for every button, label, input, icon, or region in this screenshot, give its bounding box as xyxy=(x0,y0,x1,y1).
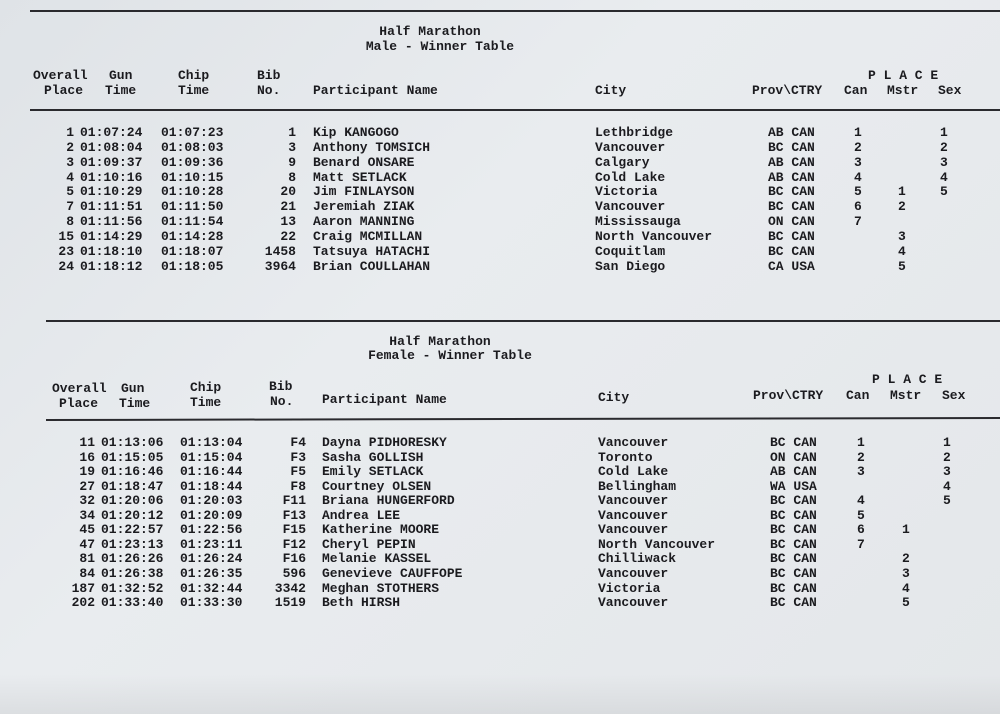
sex-place-cell: 1 xyxy=(940,125,948,140)
prov-country-cell: AB CAN xyxy=(770,464,817,480)
overall-place-cell: 84 xyxy=(79,565,95,581)
sex-place-cell: 3 xyxy=(943,464,951,480)
participant-name-cell: Briana HUNGERFORD xyxy=(322,493,455,509)
overall-place-cell: 32 xyxy=(79,493,95,509)
female-header-city: City xyxy=(598,390,630,405)
prov-country-cell: BC CAN xyxy=(770,580,817,596)
table-row xyxy=(0,229,1000,244)
table-row xyxy=(0,522,1000,537)
prov-country-cell: WA USA xyxy=(770,478,817,494)
bib-number-cell: F4 xyxy=(290,435,306,450)
table-row xyxy=(0,479,1000,494)
participant-name-cell: Matt SETLACK xyxy=(313,169,407,185)
gun-time-cell: 01:10:29 xyxy=(80,184,143,200)
sex-place-cell: 2 xyxy=(943,449,951,465)
participant-name-cell: Genevieve CAUFFOPE xyxy=(322,565,463,581)
male-header-place: Place xyxy=(44,83,84,98)
prov-country-cell: BC CAN xyxy=(770,522,817,538)
bib-number-cell: 1519 xyxy=(274,595,306,611)
masters-place-cell: 4 xyxy=(902,580,910,596)
city-cell: Victoria xyxy=(595,184,658,200)
prov-country-cell: AB CAN xyxy=(768,154,815,170)
table-row xyxy=(0,155,1000,170)
male-header-bib1: Bib xyxy=(257,68,281,83)
female-header-gun1: Gun xyxy=(121,381,145,396)
female-header-mstr: Mstr xyxy=(890,388,922,403)
male-header-sex: Sex xyxy=(938,83,962,98)
participant-name-cell: Tatsuya HATACHI xyxy=(313,243,431,259)
table-row xyxy=(0,125,1000,140)
overall-place-cell: 24 xyxy=(58,258,74,274)
can-place-cell: 3 xyxy=(854,154,862,170)
gun-time-cell: 01:23:13 xyxy=(101,536,164,552)
overall-place-cell: 47 xyxy=(79,536,95,552)
chip-time-cell: 01:07:23 xyxy=(161,125,224,140)
overall-place-cell: 81 xyxy=(79,551,95,567)
sex-place-cell: 5 xyxy=(940,184,948,200)
city-cell: Vancouver xyxy=(598,522,669,538)
paper-shadow xyxy=(0,674,1000,714)
bib-number-cell: F12 xyxy=(282,536,306,552)
overall-place-cell: 11 xyxy=(79,435,95,450)
gun-time-cell: 01:08:04 xyxy=(80,139,143,155)
female-subtitle: Female - Winner Table xyxy=(368,348,532,363)
female-header-gun2: Time xyxy=(119,396,151,411)
overall-place-cell: 4 xyxy=(66,169,74,185)
male-header-place-group: P L A C E xyxy=(868,68,939,83)
section-rule xyxy=(46,320,1000,322)
male-header-overall: Overall xyxy=(33,68,88,83)
can-place-cell: 1 xyxy=(854,125,862,140)
prov-country-cell: AB CAN xyxy=(768,125,815,140)
male-header-chip2: Time xyxy=(178,83,210,98)
city-cell: Vancouver xyxy=(598,493,669,509)
table-row xyxy=(0,214,1000,229)
chip-time-cell: 01:18:07 xyxy=(161,243,224,259)
male-header-rule xyxy=(30,109,1000,111)
city-cell: San Diego xyxy=(595,258,666,274)
overall-place-cell: 5 xyxy=(66,184,74,200)
table-row xyxy=(0,244,1000,259)
female-title: Half Marathon xyxy=(389,334,491,349)
gun-time-cell: 01:20:06 xyxy=(101,493,164,509)
participant-name-cell: Andrea LEE xyxy=(322,507,401,523)
overall-place-cell: 7 xyxy=(66,199,74,215)
chip-time-cell: 01:26:24 xyxy=(180,551,243,567)
masters-place-cell: 1 xyxy=(902,522,910,538)
can-place-cell: 3 xyxy=(857,464,865,480)
overall-place-cell: 187 xyxy=(71,580,95,596)
bib-number-cell: 3 xyxy=(288,139,296,155)
can-place-cell: 6 xyxy=(857,522,865,538)
gun-time-cell: 01:11:51 xyxy=(80,199,143,215)
sex-place-cell: 5 xyxy=(943,493,951,509)
masters-place-cell: 4 xyxy=(898,243,906,259)
masters-place-cell: 1 xyxy=(898,184,906,200)
table-row xyxy=(0,259,1000,274)
chip-time-cell: 01:11:54 xyxy=(161,214,224,230)
chip-time-cell: 01:22:56 xyxy=(180,522,243,538)
top-rule xyxy=(30,10,1000,12)
city-cell: North Vancouver xyxy=(595,228,713,244)
female-header-place-group: P L A C E xyxy=(872,372,943,387)
masters-place-cell: 3 xyxy=(902,565,910,581)
table-row xyxy=(0,581,1000,596)
chip-time-cell: 01:18:44 xyxy=(180,478,243,494)
prov-country-cell: BC CAN xyxy=(768,184,815,200)
gun-time-cell: 01:16:46 xyxy=(101,464,164,480)
gun-time-cell: 01:13:06 xyxy=(101,435,164,450)
gun-time-cell: 01:18:47 xyxy=(101,478,164,494)
male-header-city: City xyxy=(595,83,627,98)
bib-number-cell: 22 xyxy=(280,228,296,244)
gun-time-cell: 01:11:56 xyxy=(80,214,143,230)
overall-place-cell: 2 xyxy=(66,139,74,155)
can-place-cell: 4 xyxy=(854,169,862,185)
chip-time-cell: 01:20:03 xyxy=(180,493,243,509)
sex-place-cell: 2 xyxy=(940,139,948,155)
masters-place-cell: 2 xyxy=(898,199,906,215)
gun-time-cell: 01:26:26 xyxy=(101,551,164,567)
participant-name-cell: Meghan STOTHERS xyxy=(322,580,440,596)
gun-time-cell: 01:07:24 xyxy=(80,125,143,140)
prov-country-cell: BC CAN xyxy=(768,228,815,244)
chip-time-cell: 01:14:28 xyxy=(161,228,224,244)
city-cell: Mississauga xyxy=(595,214,681,230)
participant-name-cell: Anthony TOMSICH xyxy=(313,139,431,155)
overall-place-cell: 34 xyxy=(79,507,95,523)
sex-place-cell: 3 xyxy=(940,154,948,170)
overall-place-cell: 8 xyxy=(66,214,74,230)
overall-place-cell: 45 xyxy=(79,522,95,538)
overall-place-cell: 15 xyxy=(58,228,74,244)
city-cell: Cold Lake xyxy=(595,169,666,185)
participant-name-cell: Melanie KASSEL xyxy=(322,551,432,567)
overall-place-cell: 3 xyxy=(66,154,74,170)
female-header-bib1: Bib xyxy=(269,379,293,394)
male-header-prov: Prov\CTRY xyxy=(752,83,823,98)
gun-time-cell: 01:09:37 xyxy=(80,154,143,170)
bib-number-cell: F11 xyxy=(282,493,306,509)
prov-country-cell: BC CAN xyxy=(770,565,817,581)
can-place-cell: 5 xyxy=(857,507,865,523)
participant-name-cell: Aaron MANNING xyxy=(313,214,415,230)
table-row xyxy=(0,566,1000,581)
prov-country-cell: BC CAN xyxy=(770,493,817,509)
overall-place-cell: 16 xyxy=(79,449,95,465)
bib-number-cell: 20 xyxy=(280,184,296,200)
table-row xyxy=(0,184,1000,199)
chip-time-cell: 01:11:50 xyxy=(161,199,224,215)
table-row xyxy=(0,199,1000,214)
male-header-name: Participant Name xyxy=(313,83,438,98)
participant-name-cell: Kip KANGOGO xyxy=(313,125,399,140)
participant-name-cell: Craig MCMILLAN xyxy=(313,228,423,244)
gun-time-cell: 01:18:10 xyxy=(80,243,143,259)
prov-country-cell: AB CAN xyxy=(768,169,815,185)
city-cell: Vancouver xyxy=(595,199,666,215)
bib-number-cell: 1458 xyxy=(264,243,296,259)
female-header-place: Place xyxy=(59,396,99,411)
participant-name-cell: Brian COULLAHAN xyxy=(313,258,431,274)
city-cell: Vancouver xyxy=(598,595,669,611)
bib-number-cell: 3342 xyxy=(274,580,306,596)
sex-place-cell: 4 xyxy=(943,478,951,494)
overall-place-cell: 27 xyxy=(79,478,95,494)
female-header-sex: Sex xyxy=(942,388,966,403)
city-cell: Lethbridge xyxy=(595,125,674,140)
city-cell: Toronto xyxy=(598,449,653,465)
bib-number-cell: F8 xyxy=(290,478,306,494)
table-row xyxy=(0,508,1000,523)
bib-number-cell: 9 xyxy=(288,154,296,170)
prov-country-cell: BC CAN xyxy=(770,507,817,523)
bib-number-cell: F15 xyxy=(282,522,306,538)
can-place-cell: 7 xyxy=(857,536,865,552)
table-row xyxy=(0,493,1000,508)
female-header-chip2: Time xyxy=(190,395,222,410)
gun-time-cell: 01:26:38 xyxy=(101,565,164,581)
table-row xyxy=(0,435,1000,450)
participant-name-cell: Katherine MOORE xyxy=(322,522,440,538)
bib-number-cell: 21 xyxy=(280,199,296,215)
chip-time-cell: 01:09:36 xyxy=(161,154,224,170)
city-cell: North Vancouver xyxy=(598,536,716,552)
female-header-prov: Prov\CTRY xyxy=(753,388,824,403)
chip-time-cell: 01:16:44 xyxy=(180,464,243,480)
bib-number-cell: 596 xyxy=(282,565,306,581)
prov-country-cell: CA USA xyxy=(768,258,815,274)
prov-country-cell: BC CAN xyxy=(770,536,817,552)
prov-country-cell: BC CAN xyxy=(770,551,817,567)
prov-country-cell: BC CAN xyxy=(770,595,817,611)
city-cell: Victoria xyxy=(598,580,661,596)
participant-name-cell: Benard ONSARE xyxy=(313,154,415,170)
table-row xyxy=(0,170,1000,185)
gun-time-cell: 01:18:12 xyxy=(80,258,143,274)
can-place-cell: 1 xyxy=(857,435,865,450)
bib-number-cell: F13 xyxy=(282,507,306,523)
male-subtitle: Male - Winner Table xyxy=(365,39,515,54)
gun-time-cell: 01:33:40 xyxy=(101,595,164,611)
chip-time-cell: 01:26:35 xyxy=(180,565,243,581)
participant-name-cell: Emily SETLACK xyxy=(322,464,424,480)
can-place-cell: 2 xyxy=(857,449,865,465)
participant-name-cell: Jeremiah ZIAK xyxy=(313,199,415,215)
bib-number-cell: F16 xyxy=(282,551,306,567)
city-cell: Chilliwack xyxy=(598,551,677,567)
prov-country-cell: BC CAN xyxy=(768,243,815,259)
overall-place-cell: 202 xyxy=(71,595,95,611)
gun-time-cell: 01:10:16 xyxy=(80,169,143,185)
male-header-mstr: Mstr xyxy=(887,83,919,98)
female-header-chip1: Chip xyxy=(190,380,222,395)
sex-place-cell: 1 xyxy=(943,435,951,450)
participant-name-cell: Courtney OLSEN xyxy=(322,478,432,494)
prov-country-cell: BC CAN xyxy=(768,139,815,155)
gun-time-cell: 01:20:12 xyxy=(101,507,164,523)
male-header-chip1: Chip xyxy=(178,68,210,83)
participant-name-cell: Cheryl PEPIN xyxy=(322,536,416,552)
chip-time-cell: 01:13:04 xyxy=(180,435,243,450)
can-place-cell: 2 xyxy=(854,139,862,155)
overall-place-cell: 19 xyxy=(79,464,95,480)
gun-time-cell: 01:32:52 xyxy=(101,580,164,596)
participant-name-cell: Beth HIRSH xyxy=(322,595,401,611)
table-row xyxy=(0,551,1000,566)
masters-place-cell: 5 xyxy=(898,258,906,274)
city-cell: Vancouver xyxy=(598,507,669,523)
male-header-can: Can xyxy=(844,83,868,98)
prov-country-cell: BC CAN xyxy=(770,435,817,450)
city-cell: Bellingham xyxy=(598,478,677,494)
masters-place-cell: 5 xyxy=(902,595,910,611)
can-place-cell: 4 xyxy=(857,493,865,509)
female-header-name: Participant Name xyxy=(322,392,447,407)
gun-time-cell: 01:15:05 xyxy=(101,449,164,465)
male-header-gun1: Gun xyxy=(109,68,133,83)
chip-time-cell: 01:10:28 xyxy=(161,184,224,200)
city-cell: Coquitlam xyxy=(595,243,666,259)
chip-time-cell: 01:18:05 xyxy=(161,258,224,274)
participant-name-cell: Dayna PIDHORESKY xyxy=(322,435,447,450)
table-row xyxy=(0,595,1000,610)
chip-time-cell: 01:32:44 xyxy=(180,580,243,596)
male-header-gun2: Time xyxy=(105,83,137,98)
female-header-rule xyxy=(46,417,1000,421)
gun-time-cell: 01:14:29 xyxy=(80,228,143,244)
city-cell: Vancouver xyxy=(598,565,669,581)
can-place-cell: 5 xyxy=(854,184,862,200)
overall-place-cell: 1 xyxy=(66,125,74,140)
prov-country-cell: ON CAN xyxy=(770,449,817,465)
masters-place-cell: 3 xyxy=(898,228,906,244)
prov-country-cell: BC CAN xyxy=(768,199,815,215)
sex-place-cell: 4 xyxy=(940,169,948,185)
bib-number-cell: F3 xyxy=(290,449,306,465)
chip-time-cell: 01:15:04 xyxy=(180,449,243,465)
city-cell: Vancouver xyxy=(595,139,666,155)
gun-time-cell: 01:22:57 xyxy=(101,522,164,538)
participant-name-cell: Jim FINLAYSON xyxy=(313,184,415,200)
city-cell: Vancouver xyxy=(598,435,669,450)
female-header-can: Can xyxy=(846,388,870,403)
bib-number-cell: 8 xyxy=(288,169,296,185)
masters-place-cell: 2 xyxy=(902,551,910,567)
male-title: Half Marathon xyxy=(379,24,481,39)
bib-number-cell: 3964 xyxy=(264,258,296,274)
chip-time-cell: 01:23:11 xyxy=(180,536,243,552)
table-row xyxy=(0,464,1000,479)
male-header-bib2: No. xyxy=(257,83,281,98)
city-cell: Cold Lake xyxy=(598,464,669,480)
bib-number-cell: 1 xyxy=(288,125,296,140)
overall-place-cell: 23 xyxy=(58,243,74,259)
chip-time-cell: 01:33:30 xyxy=(180,595,243,611)
can-place-cell: 6 xyxy=(854,199,862,215)
table-row xyxy=(0,450,1000,465)
female-header-overall: Overall xyxy=(52,381,107,396)
city-cell: Calgary xyxy=(595,154,650,170)
bib-number-cell: F5 xyxy=(290,464,306,480)
table-row xyxy=(0,537,1000,552)
participant-name-cell: Sasha GOLLISH xyxy=(322,449,424,465)
table-row xyxy=(0,140,1000,155)
chip-time-cell: 01:10:15 xyxy=(161,169,224,185)
can-place-cell: 7 xyxy=(854,214,862,230)
prov-country-cell: ON CAN xyxy=(768,214,815,230)
chip-time-cell: 01:20:09 xyxy=(180,507,243,523)
female-header-bib2: No. xyxy=(270,394,294,409)
chip-time-cell: 01:08:03 xyxy=(161,139,224,155)
bib-number-cell: 13 xyxy=(280,214,296,230)
